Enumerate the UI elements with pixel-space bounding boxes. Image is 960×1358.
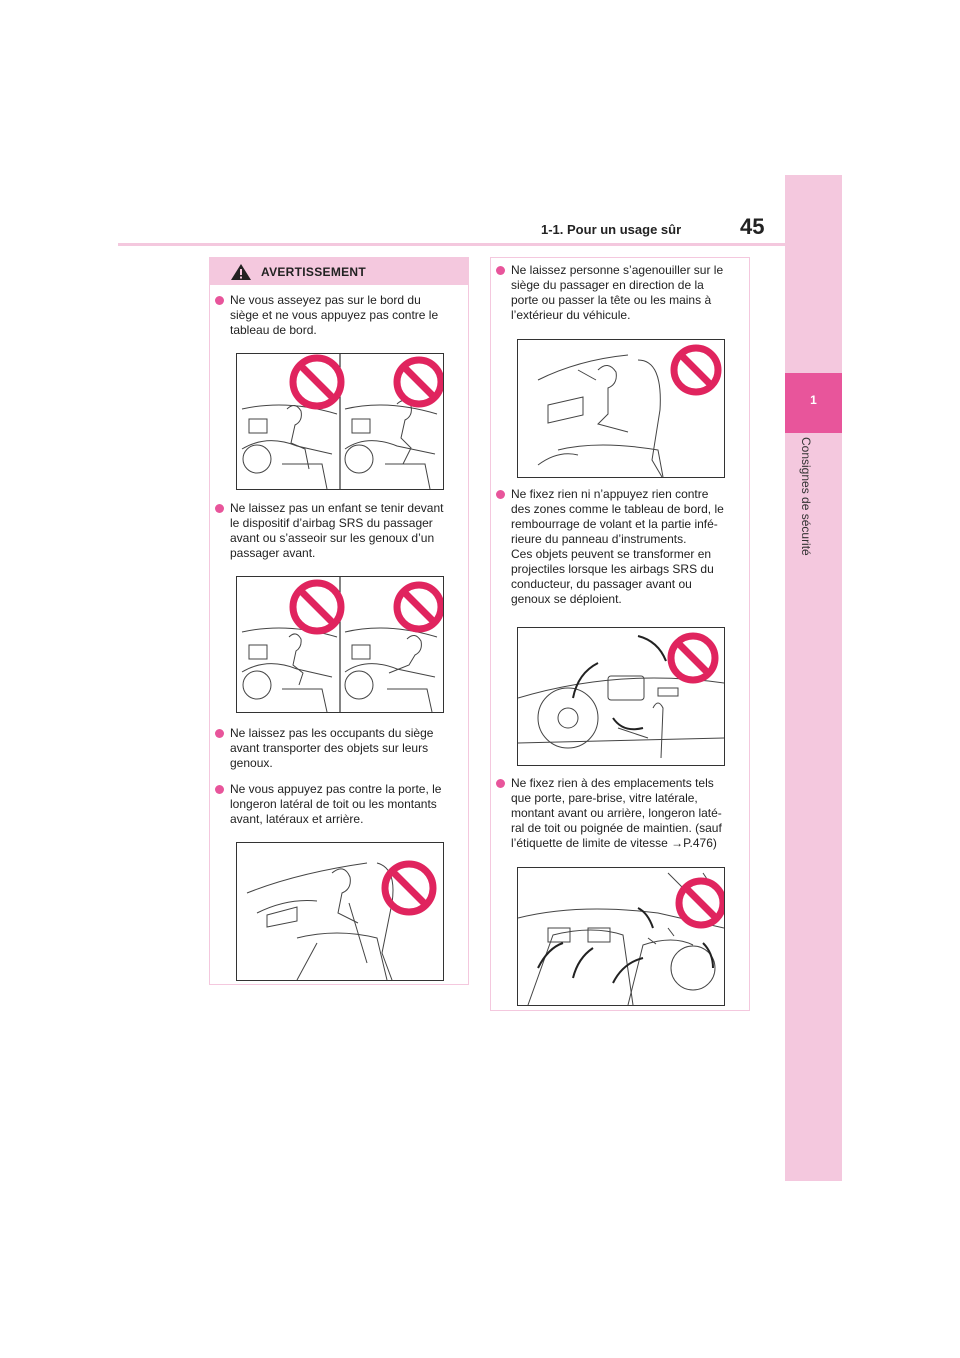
chapter-side-tab — [785, 175, 842, 1181]
warning-item-text: Ne laissez personne s’agenouiller sur le siège du passager en direction de la porte ou passer la tête ou les mains à l’extérieur du véhicule. — [511, 263, 724, 322]
warning-item — [496, 776, 746, 854]
warning-title: AVERTISSEMENT — [261, 265, 367, 279]
bullet-dot — [496, 490, 505, 499]
bullet-dot — [215, 296, 224, 305]
illustration-leaning-door — [236, 842, 444, 981]
warning-item-text: Ne laissez pas les occupants du siège avant transporter des objets sur leurs genoux. — [230, 726, 434, 770]
bullet-dot — [215, 504, 224, 513]
warning-item-text: Ne fixez rien à des emplacements tels que porte, pare-brise, vitre latérale, montant avant ou arrière, longeron laté- ral de toit ou poignée de maintien. (sauf l’étiquette de limite de vitesse →P.476) — [511, 776, 722, 850]
warning-item — [215, 782, 465, 828]
bullet-dot — [496, 266, 505, 275]
bullet-dot — [496, 779, 505, 788]
warning-triangle-icon — [230, 263, 252, 281]
warning-item-text: Ne vous asseyez pas sur le bord du siège et ne vous appuyez pas contre le tableau de bord. — [230, 293, 439, 337]
illustration-cabin-attachments — [517, 867, 725, 1006]
warning-item — [215, 293, 465, 339]
prohibition-icon — [293, 358, 341, 406]
warning-item-text: Ne fixez rien ni n’appuyez rien contre des zones comme le tableau de bord, le rembourrage de volant et la partie infé- rieure du panneau d’instruments. Ces objets peuvent se transformer en projectiles lorsque les airbags SRS du conducteur, du passager avant ou genoux se déploient. — [511, 487, 724, 606]
bullet-dot — [215, 785, 224, 794]
chapter-title: Consignes de sécurité — [799, 437, 813, 556]
section-title: 1-1. Pour un usage sûr — [541, 222, 682, 237]
chapter-title-vertical — [799, 437, 827, 597]
header-rule — [118, 243, 785, 246]
warning-item — [215, 501, 465, 563]
illustration-leaning-dashboard — [236, 353, 444, 490]
warning-item-text: Ne vous appuyez pas contre la porte, le longeron latéral de toit ou les montants avant, latéraux et arrière. — [230, 782, 442, 826]
warning-item — [496, 263, 746, 325]
warning-item-text: Ne laissez pas un enfant se tenir devant le dispositif d’airbag SRS du passager avant ou s’asseoir sur les genoux d’un passager avant. — [230, 501, 444, 560]
warning-item — [215, 726, 465, 772]
chapter-number-box — [785, 373, 842, 433]
illustration-dashboard-objects — [517, 627, 725, 766]
warning-header — [210, 258, 468, 285]
warning-panel-left — [209, 257, 469, 985]
illustration-kneeling-seat — [517, 339, 725, 478]
chapter-number: 1 — [810, 393, 817, 407]
bullet-dot — [215, 729, 224, 738]
illustration-child-airbag — [236, 576, 444, 713]
page-number: 45 — [740, 214, 765, 239]
warning-item — [496, 487, 746, 611]
warning-panel-right — [490, 257, 750, 1011]
